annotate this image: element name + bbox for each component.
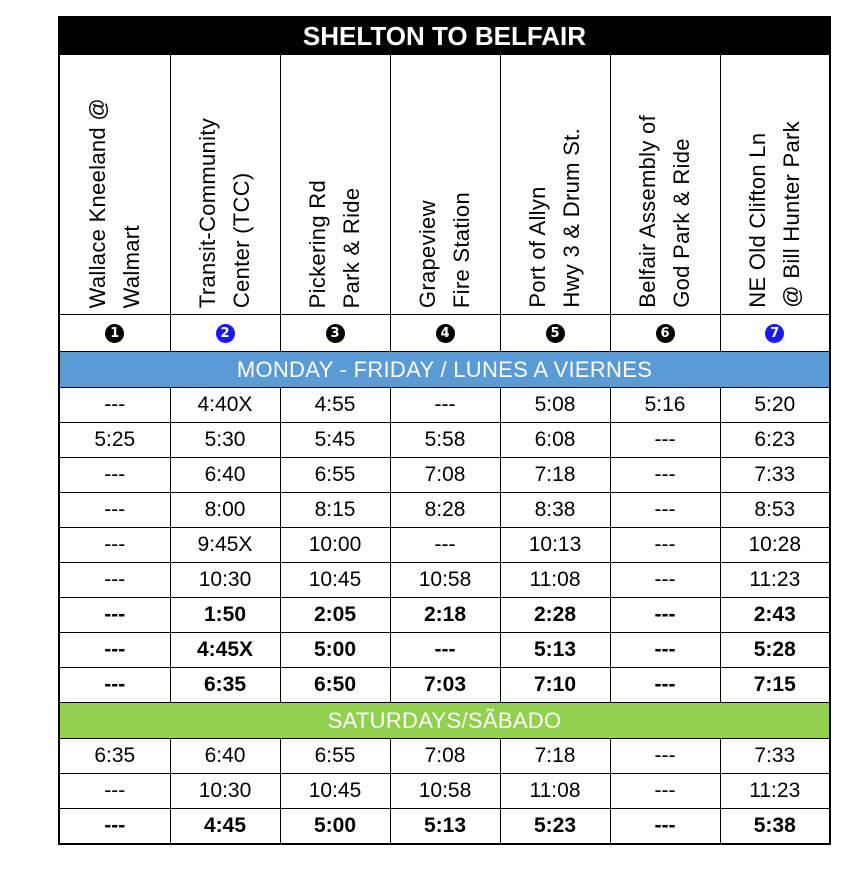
- time-cell: 6:35: [59, 739, 170, 774]
- trip-row: [59, 633, 830, 668]
- schedule-table: [58, 16, 831, 845]
- time-cell: ---: [59, 528, 170, 563]
- stop-name-line1: Transit-Community: [195, 117, 220, 308]
- stop-name-line1: Port of Allyn: [525, 186, 550, 308]
- stop-name-line2: Center (TCC): [229, 172, 254, 308]
- time-cell: ---: [59, 458, 170, 493]
- section-label: MONDAY - FRIDAY / LUNES A VIERNES: [59, 352, 830, 388]
- time-cell: 5:25: [59, 423, 170, 458]
- time-cell: 7:33: [720, 458, 830, 493]
- time-cell: ---: [59, 633, 170, 668]
- time-cell: 10:45: [280, 774, 390, 809]
- time-cell: 5:00: [280, 633, 390, 668]
- stop-name-line2: Walmart: [118, 224, 144, 308]
- time-cell: 7:08: [390, 458, 500, 493]
- trip-row: [59, 388, 830, 423]
- time-cell: 5:38: [720, 809, 830, 845]
- stop-name-line2: @ Bill Hunter Park: [778, 121, 804, 308]
- time-cell: ---: [610, 668, 720, 703]
- stop-number-cell-7: [720, 315, 830, 352]
- section-label: SATURDAYS/SÃBADO: [59, 703, 830, 739]
- stop-number-cell-1: [59, 315, 170, 352]
- time-cell: 10:28: [720, 528, 830, 563]
- schedule-title: SHELTON TO BELFAIR: [59, 17, 830, 55]
- time-cell: 8:00: [170, 493, 280, 528]
- stop-number-badge: 7: [765, 324, 784, 343]
- stop-name: [741, 121, 809, 308]
- time-cell: ---: [390, 633, 500, 668]
- time-cell: 7:10: [500, 668, 610, 703]
- time-cell: ---: [610, 458, 720, 493]
- trip-row: [59, 563, 830, 598]
- stop-name: [81, 98, 149, 308]
- stop-header-3: [280, 55, 390, 315]
- time-cell: 5:45: [280, 423, 390, 458]
- time-cell: ---: [59, 774, 170, 809]
- time-cell: 8:38: [500, 493, 610, 528]
- stop-name-line1: Belfair Assembly of: [635, 115, 660, 308]
- stop-name-line2: Park & Ride: [339, 187, 364, 308]
- time-cell: ---: [59, 668, 170, 703]
- trip-row: [59, 493, 830, 528]
- stop-header-6: [610, 55, 720, 315]
- stop-number-badge: 5: [546, 324, 565, 343]
- stop-number-cell-2: [170, 315, 280, 352]
- time-cell: 5:30: [170, 423, 280, 458]
- stop-number-badge: 4: [436, 324, 455, 343]
- stop-header-4: [390, 55, 500, 315]
- stop-name: [631, 115, 699, 308]
- time-cell: ---: [610, 774, 720, 809]
- stop-number-badge: 3: [326, 324, 345, 343]
- stop-header-2: [170, 55, 280, 315]
- time-cell: 11:23: [720, 774, 830, 809]
- stop-name-line1: Wallace Kneeland @: [84, 97, 110, 308]
- time-cell: 10:00: [280, 528, 390, 563]
- time-cell: 8:53: [720, 493, 830, 528]
- title-row: [59, 17, 830, 55]
- time-cell: 5:00: [280, 809, 390, 845]
- time-cell: 5:13: [390, 809, 500, 845]
- section-header-row: [59, 352, 830, 388]
- time-cell: 10:45: [280, 563, 390, 598]
- time-cell: 5:16: [610, 388, 720, 423]
- time-cell: 8:15: [280, 493, 390, 528]
- time-cell: 11:08: [500, 563, 610, 598]
- time-cell: 6:40: [170, 739, 280, 774]
- section-header-row: [59, 703, 830, 739]
- stop-name-line2: Hwy 3 & Drum St.: [559, 128, 584, 308]
- trip-row: [59, 423, 830, 458]
- time-cell: 6:55: [280, 458, 390, 493]
- time-cell: 10:58: [390, 563, 500, 598]
- time-cell: 4:45: [170, 809, 280, 845]
- time-cell: 5:20: [720, 388, 830, 423]
- time-cell: ---: [610, 809, 720, 845]
- trip-row: [59, 458, 830, 493]
- time-cell: 10:58: [390, 774, 500, 809]
- time-cell: 4:45X: [170, 633, 280, 668]
- time-cell: 5:28: [720, 633, 830, 668]
- time-cell: 7:18: [500, 458, 610, 493]
- time-cell: 6:23: [720, 423, 830, 458]
- time-cell: 7:08: [390, 739, 500, 774]
- time-cell: ---: [390, 388, 500, 423]
- stop-numbers-row: [59, 315, 830, 352]
- stop-number-cell-5: [500, 315, 610, 352]
- stop-name-line1: Grapeview: [415, 200, 440, 308]
- time-cell: 2:05: [280, 598, 390, 633]
- time-cell: ---: [610, 633, 720, 668]
- time-cell: 7:03: [390, 668, 500, 703]
- time-cell: 2:43: [720, 598, 830, 633]
- stop-name-line1: NE Old Clifton Ln: [744, 132, 770, 308]
- stop-header-5: [500, 55, 610, 315]
- stop-name-line2: Fire Station: [449, 191, 474, 308]
- trip-row: [59, 598, 830, 633]
- time-cell: 5:08: [500, 388, 610, 423]
- trip-row: [59, 739, 830, 774]
- stop-number-cell-4: [390, 315, 500, 352]
- time-cell: 10:30: [170, 563, 280, 598]
- time-cell: 7:33: [720, 739, 830, 774]
- time-cell: 11:08: [500, 774, 610, 809]
- schedule-body: [59, 352, 830, 845]
- time-cell: ---: [59, 809, 170, 845]
- time-cell: ---: [610, 563, 720, 598]
- time-cell: 2:28: [500, 598, 610, 633]
- stop-name: [191, 118, 259, 308]
- time-cell: 8:28: [390, 493, 500, 528]
- time-cell: ---: [390, 528, 500, 563]
- stop-names-row: [59, 55, 830, 315]
- time-cell: 10:30: [170, 774, 280, 809]
- time-cell: 2:18: [390, 598, 500, 633]
- time-cell: ---: [610, 528, 720, 563]
- time-cell: 4:40X: [170, 388, 280, 423]
- time-cell: 5:13: [500, 633, 610, 668]
- stop-header-1: [59, 55, 170, 315]
- trip-row: [59, 809, 830, 845]
- stop-name-line2: God Park & Ride: [669, 138, 694, 308]
- stop-number-badge: 1: [105, 324, 124, 343]
- time-cell: ---: [610, 598, 720, 633]
- time-cell: ---: [59, 493, 170, 528]
- time-cell: 6:40: [170, 458, 280, 493]
- time-cell: 6:55: [280, 739, 390, 774]
- stop-name: [301, 180, 369, 308]
- stop-name-line1: Pickering Rd: [305, 179, 330, 308]
- trip-row: [59, 668, 830, 703]
- time-cell: 6:50: [280, 668, 390, 703]
- time-cell: 6:35: [170, 668, 280, 703]
- stop-number-cell-6: [610, 315, 720, 352]
- trip-row: [59, 528, 830, 563]
- time-cell: 9:45X: [170, 528, 280, 563]
- time-cell: ---: [610, 493, 720, 528]
- time-cell: ---: [59, 598, 170, 633]
- time-cell: 5:58: [390, 423, 500, 458]
- time-cell: 5:23: [500, 809, 610, 845]
- time-cell: 1:50: [170, 598, 280, 633]
- time-cell: ---: [610, 739, 720, 774]
- time-cell: ---: [59, 388, 170, 423]
- time-cell: 7:15: [720, 668, 830, 703]
- stop-number-badge: 6: [656, 324, 675, 343]
- time-cell: 11:23: [720, 563, 830, 598]
- time-cell: 7:18: [500, 739, 610, 774]
- time-cell: 6:08: [500, 423, 610, 458]
- stop-name: [521, 128, 589, 308]
- stop-number-badge: 2: [216, 324, 235, 343]
- stop-name: [411, 192, 479, 308]
- stop-header-7: [720, 55, 830, 315]
- trip-row: [59, 774, 830, 809]
- stop-number-cell-3: [280, 315, 390, 352]
- time-cell: ---: [610, 423, 720, 458]
- time-cell: 10:13: [500, 528, 610, 563]
- time-cell: 4:55: [280, 388, 390, 423]
- time-cell: ---: [59, 563, 170, 598]
